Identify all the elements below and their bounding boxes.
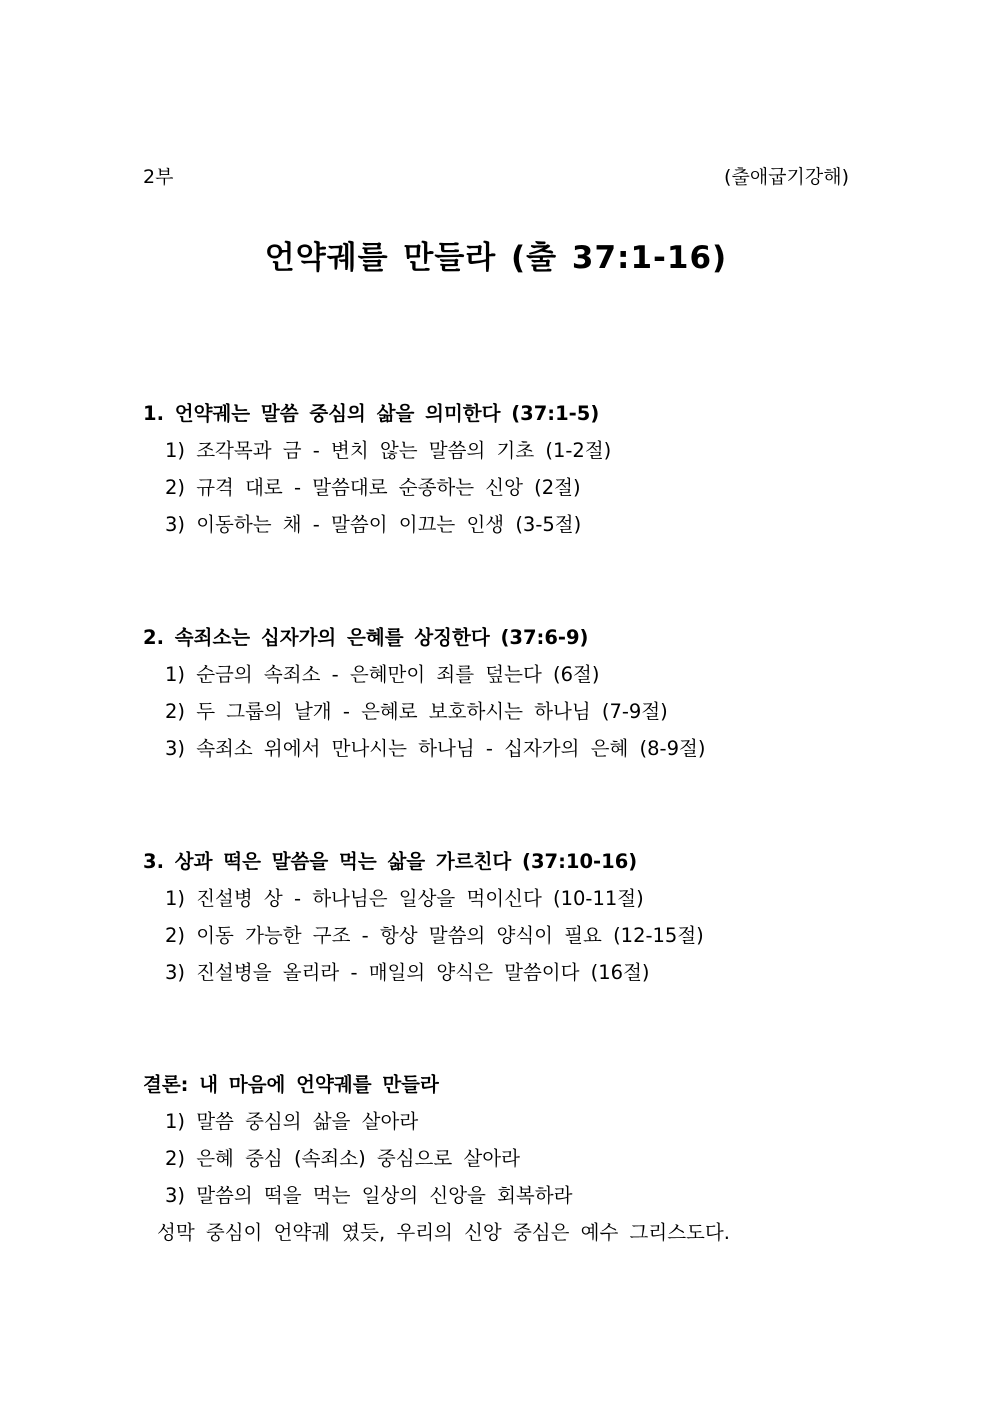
section-3 (143, 843, 863, 991)
section-heading: 3. 상과 떡은 말씀을 먹는 삶을 가르친다 (37:10-16) (143, 850, 638, 873)
part-label: 2부 (143, 166, 174, 188)
section-heading: 2. 속죄소는 십자가의 은혜를 상징한다 (37:6-9) (143, 626, 589, 649)
list-item: 3) 진설병을 올리라 - 매일의 양식은 말씀이다 (16절) (165, 961, 650, 984)
list-item: 3) 말씀의 떡을 먹는 일상의 신앙을 회복하라 (165, 1184, 573, 1207)
list-item: 1) 순금의 속죄소 - 은혜만이 죄를 덮는다 (6절) (165, 663, 600, 686)
list-item: 3) 이동하는 채 - 말씀이 이끄는 인생 (3-5절) (165, 513, 582, 536)
closing-statement: 성막 중심이 언약궤 였듯, 우리의 신앙 중심은 예수 그리스도다. (157, 1221, 730, 1244)
list-item: 2) 규격 대로 - 말씀대로 순종하는 신앙 (2절) (165, 476, 581, 499)
list-item: 2) 이동 가능한 구조 - 항상 말씀의 양식이 필요 (12-15절) (165, 924, 704, 947)
section-2 (143, 619, 863, 767)
conclusion-section (143, 1066, 863, 1251)
list-item: 1) 조각목과 금 - 변치 않는 말씀의 기초 (1-2절) (165, 439, 612, 462)
section-1 (143, 395, 863, 543)
list-item: 3) 속죄소 위에서 만나시는 하나님 - 십자가의 은혜 (8-9절) (165, 737, 706, 760)
list-item: 1) 말씀 중심의 삶을 살아라 (165, 1110, 419, 1133)
list-item: 1) 진설병 상 - 하나님은 일상을 먹이신다 (10-11절) (165, 887, 644, 910)
section-heading: 결론: 내 마음에 언약궤를 만들라 (143, 1073, 439, 1096)
list-item: 2) 은혜 중심 (속죄소) 중심으로 살아라 (165, 1147, 520, 1170)
page-title: 언약궤를 만들라 (출 37:1-16) (264, 240, 728, 276)
series-label: (출애굽기강해) (724, 166, 849, 188)
section-heading: 1. 언약궤는 말씀 중심의 삶을 의미한다 (37:1-5) (143, 402, 600, 425)
list-item: 2) 두 그룹의 날개 - 은혜로 보호하시는 하나님 (7-9절) (165, 700, 668, 723)
